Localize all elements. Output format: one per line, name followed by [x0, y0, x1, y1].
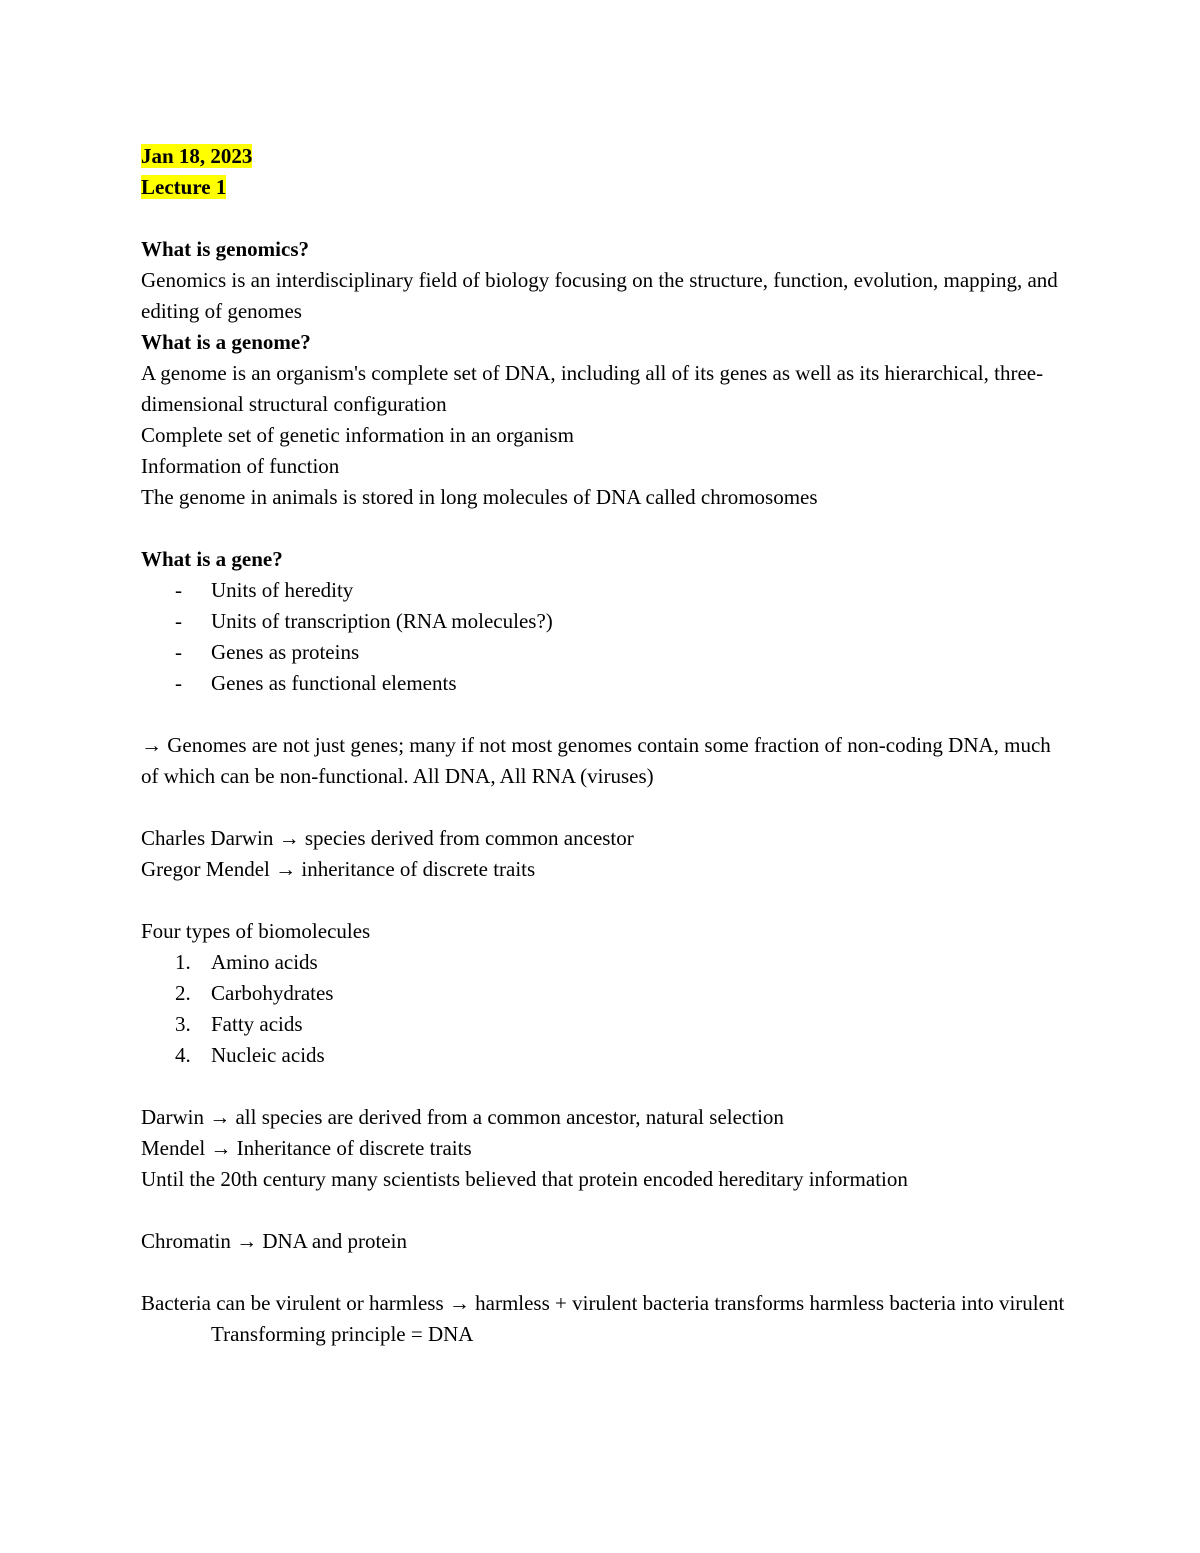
list-number: 2.	[175, 981, 191, 1005]
biomolecules-heading: Four types of biomolecules	[141, 919, 371, 943]
list-item-text: Amino acids	[211, 950, 318, 974]
list-number: 1.	[175, 950, 191, 974]
list-item-text: Fatty acids	[211, 1012, 303, 1036]
bullet-marker: -	[175, 640, 182, 664]
genome-note: The genome in animals is stored in long molecules of DNA called chromosomes	[141, 485, 818, 509]
lecture-heading: Lecture 1	[141, 175, 227, 199]
non-coding-paragraph: → Genomes are not just genes; many if not most genomes contain some fraction of non-coding DNA, much of which can be non-functional. All DNA, All RNA (viruses)	[141, 733, 1051, 788]
protein-belief-note: Until the 20th century many scientists believed that protein encoded hereditary information	[141, 1167, 908, 1191]
list-item	[141, 575, 1071, 606]
bullet-marker: -	[175, 609, 182, 633]
darwin-summary: Darwin → all species are derived from a common ancestor, natural selection	[141, 1105, 784, 1129]
chromatin-note: Chromatin → DNA and protein	[141, 1229, 407, 1253]
document-body	[141, 141, 1071, 1350]
darwin-note: Charles Darwin → species derived from common ancestor	[141, 826, 634, 850]
spacer	[141, 699, 1071, 730]
spacer	[141, 792, 1071, 823]
question-genome: What is a genome?	[141, 330, 311, 354]
list-item	[141, 637, 1071, 668]
genome-note: Complete set of genetic information in an organism	[141, 423, 574, 447]
bullet-marker: -	[175, 671, 182, 695]
list-item-text: Units of heredity	[211, 578, 354, 602]
spacer	[141, 885, 1071, 916]
spacer	[141, 1257, 1071, 1288]
list-item	[141, 978, 1071, 1009]
list-item	[141, 1040, 1071, 1071]
spacer	[141, 1195, 1071, 1226]
bullet-marker: -	[175, 578, 182, 602]
spacer	[141, 513, 1071, 544]
spacer	[141, 1071, 1071, 1102]
genome-definition: A genome is an organism's complete set of DNA, including all of its genes as well as its hierarchical, three-dimensional structural configuration	[141, 361, 1044, 416]
list-item	[141, 1009, 1071, 1040]
transforming-principle-note: Transforming principle = DNA	[211, 1322, 474, 1346]
list-item	[141, 668, 1071, 699]
list-item-text: Units of transcription (RNA molecules?)	[211, 609, 553, 633]
genome-note: Information of function	[141, 454, 340, 478]
list-number: 4.	[175, 1043, 191, 1067]
date-heading: Jan 18, 2023	[141, 144, 253, 168]
gene-bullet-list	[141, 575, 1071, 699]
list-item	[141, 606, 1071, 637]
list-item-text: Genes as proteins	[211, 640, 360, 664]
spacer	[141, 203, 1071, 234]
question-gene: What is a gene?	[141, 547, 283, 571]
list-item-text: Carbohydrates	[211, 981, 334, 1005]
list-item-text: Genes as functional elements	[211, 671, 457, 695]
list-item-text: Nucleic acids	[211, 1043, 325, 1067]
question-genomics: What is genomics?	[141, 237, 309, 261]
bacteria-note: Bacteria can be virulent or harmless → harmless + virulent bacteria transforms harmless bacteria into virulent	[141, 1291, 1065, 1315]
list-item	[141, 947, 1071, 978]
list-number: 3.	[175, 1012, 191, 1036]
genomics-definition: Genomics is an interdisciplinary field of biology focusing on the structure, function, evolution, mapping, and editing of genomes	[141, 268, 1058, 323]
mendel-note: Gregor Mendel → inheritance of discrete traits	[141, 857, 536, 881]
mendel-summary: Mendel → Inheritance of discrete traits	[141, 1136, 472, 1160]
biomolecules-list	[141, 947, 1071, 1071]
